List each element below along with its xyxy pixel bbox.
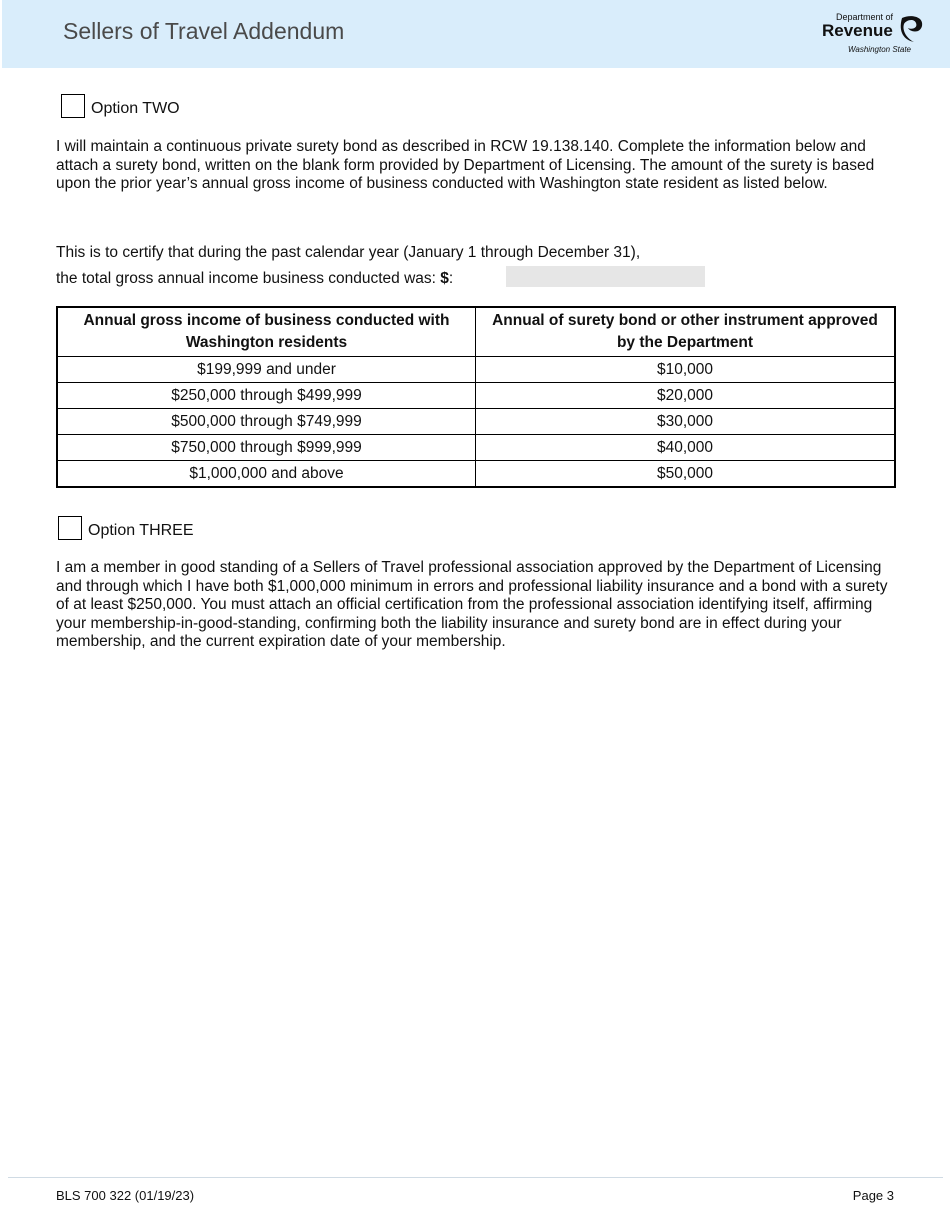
- logo-line1: Department of: [836, 12, 894, 22]
- table-row: [57, 461, 895, 488]
- income-cell: $500,000 through $749,999: [57, 409, 476, 435]
- bond-cell: $30,000: [476, 409, 896, 435]
- page-number: Page 3: [852, 1188, 894, 1203]
- income-cell: $250,000 through $499,999: [57, 383, 476, 409]
- option-two-checkbox[interactable]: [61, 94, 85, 118]
- option-three-paragraph: I am a member in good standing of a Sellers of Travel professional association approved by the Department of Licensing and through which I have both $1,000,000 minimum in errors and professional liability insurance and a bond with a surety of at least $250,000. You must attach an official certification from the professional association identifying itself, affirming your membership-in-good-standing, confirming both the liability insurance and surety bond are in effect during your membership, and the current expiration date of your membership.: [56, 559, 888, 650]
- page-title: Sellers of Travel Addendum: [63, 18, 345, 44]
- revenue-swirl-icon: [896, 14, 926, 44]
- column-header-bond: Annual of surety bond or other instrument approved by the Department: [476, 307, 896, 357]
- option-two: [61, 94, 180, 118]
- option-two-label: Option TWO: [91, 100, 180, 117]
- form-id: BLS 700 322 (01/19/23): [56, 1188, 195, 1203]
- colon: :: [448, 270, 454, 287]
- logo-line2: Revenue: [822, 21, 893, 40]
- income-cell: $1,000,000 and above: [57, 461, 476, 488]
- option-three: [58, 516, 194, 540]
- logo-line3: Washington State: [848, 45, 912, 54]
- table-row: [57, 409, 895, 435]
- table-row: [57, 383, 895, 409]
- column-header-income: Annual gross income of business conducted with Washington residents: [57, 307, 476, 357]
- certify-line-2-text: the total gross annual income business conducted was:: [56, 270, 441, 287]
- dollar-label: $: [440, 270, 449, 287]
- bond-cell: $50,000: [476, 461, 896, 488]
- table-row: [57, 435, 895, 461]
- department-of-revenue-logo: [822, 12, 932, 60]
- certify-line-2: [56, 270, 453, 288]
- certify-line-1: This is to certify that during the past calendar year (January 1 through December 31),: [56, 244, 641, 261]
- table-header-row: [57, 307, 895, 357]
- bond-cell: $20,000: [476, 383, 896, 409]
- option-three-checkbox[interactable]: [58, 516, 82, 540]
- gross-income-input[interactable]: [506, 266, 705, 287]
- page-header: [2, 0, 950, 68]
- option-three-label: Option THREE: [88, 522, 194, 539]
- footer-divider: [8, 1177, 943, 1178]
- income-cell: $199,999 and under: [57, 357, 476, 383]
- income-cell: $750,000 through $999,999: [57, 435, 476, 461]
- bond-cell: $40,000: [476, 435, 896, 461]
- surety-bond-table: [56, 306, 896, 488]
- option-two-paragraph: I will maintain a continuous private surety bond as described in RCW 19.138.140. Complete the information below and attach a surety bond, written on the blank form provided by Department of Licensing. The amount of the surety is based upon the prior year’s annual gross income of business conducted with Washington state resident as listed below.: [56, 138, 875, 192]
- bond-cell: $10,000: [476, 357, 896, 383]
- table-row: [57, 357, 895, 383]
